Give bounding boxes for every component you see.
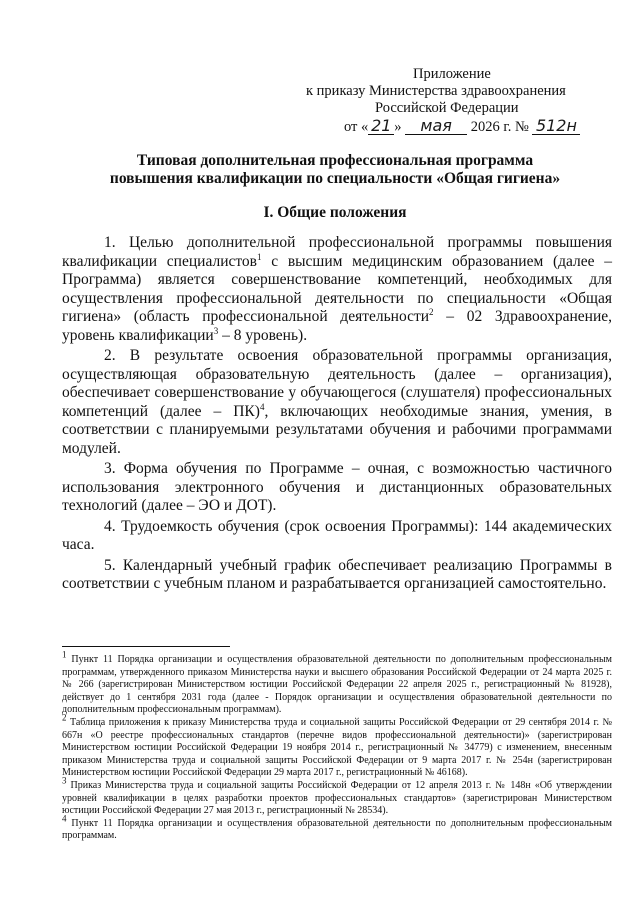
order-date-line (300, 117, 620, 136)
footnote-1 (62, 649, 612, 717)
ministry-country: Российской Федерации (375, 100, 519, 116)
footnote-2-number: 2 (62, 712, 67, 723)
footnote-4 (62, 813, 612, 843)
date-prefix: от « (344, 119, 369, 135)
footnote-ref-4: 4 (259, 401, 265, 412)
paragraph-5: 5. Календарный учебный график обеспечивает реализацию Программы в соответствии с учебным планом и разрабатывается организацией самостоятельно. (62, 556, 612, 592)
p1-text-b: с высшим медицинским образованием (далее – Программа) является совершенствование компетенций, необходимых для осуществления профессиональной деятельности по специальности «Общая гигиена» (область профессиональной деятельности (62, 252, 612, 325)
p2-text-a: 2. В результате освоения образовательной программы организация, осуществляющая образовательную деятельность (далее – организация), обеспечивает совершенствование у обучающегося (слушателя) профессиональных компетенций (далее – ПК) (62, 347, 612, 420)
paragraph-4: 4. Трудоемкость обучения (срок освоения Программы): 144 академических часа. (62, 517, 612, 553)
footnote-ref-1: 1 (257, 251, 262, 262)
order-number: 512н (532, 117, 580, 135)
footnotes (62, 649, 612, 843)
footnote-divider (62, 646, 230, 647)
footnote-4-text: Пункт 11 Порядка организации и осуществления образовательной деятельности по дополнительным профессиональным программам. (62, 817, 612, 842)
program-title-line2: повышения квалификации по специальности «Общая гигиена» (109, 170, 561, 187)
p1-text-c: – 02 Здравоохранение, уровень квалификации (62, 308, 613, 344)
footnote-ref-2: 2 (429, 306, 434, 317)
appendix-label: Приложение (413, 66, 491, 82)
p1-text-a: 1. Целью дополнительной профессиональной программы повышения квалификации специалистов (62, 234, 612, 270)
footnote-3-number: 3 (62, 775, 67, 786)
footnote-3 (62, 775, 612, 818)
date-year: 2026 г. № (470, 119, 529, 135)
footnote-1-number: 1 (62, 649, 67, 660)
p2-text-b: , включающих необходимые знания, умения, в соответствии с планируемыми результатами обучения и рабочими программами модулей. (62, 402, 612, 457)
paragraph-2 (62, 347, 612, 458)
footnote-ref-3: 3 (213, 325, 219, 336)
paragraph-1 (62, 234, 612, 345)
section-heading: I. Общие положения (263, 204, 407, 221)
p1-text-d: – 8 уровень). (218, 326, 308, 344)
footnote-2 (62, 712, 612, 780)
program-title (60, 152, 610, 188)
appendix-header (300, 66, 620, 136)
date-mid: » (394, 119, 402, 135)
order-ref: к приказу Министерства здравоохранения (306, 83, 566, 99)
footnote-3-text: Приказ Министерства труда и социальной защиты Российской Федерации от 12 апреля 2013 г. № 148н «Об утверждении уровней квалификации в целях разработки проектов профессиональных стандартов» (зарегистрирован Министерством юстиции Российской Федерации 27 мая 2013 г., регистрационный № 28534). (62, 779, 612, 817)
date-month: мая (405, 117, 467, 135)
footnote-4-number: 4 (62, 813, 67, 824)
date-day: 21 (368, 117, 394, 135)
footnote-2-text: Таблица приложения к приказу Министерства труда и социальной защиты Российской Федерации от 29 сентября 2014 г. № 667н «О реестре профессиональных стандартов (перечне видов профессиональной деятельности)» (зарегистрирован Министерством юстиции Российской Федерации 19 ноября 2014 г., регистрационный № 34779) с изменением, внесенным приказом Министерства труда и социальной защиты Российской Федерации от 9 марта 2017 г. № 254н (зарегистрирован Министерством юстиции Российской Федерации 29 марта 2017 г., регистрационный № 46168). (62, 716, 612, 779)
document-body (62, 234, 612, 596)
paragraph-3: 3. Форма обучения по Программе – очная, с возможностью частичного использования электронного обучения и дистанционных образовательных технологий (далее – ЭО и ДОТ). (62, 460, 612, 514)
footnote-1-text: Пункт 11 Порядка организации и осуществления образовательной деятельности по дополнительным профессиональным программам, утвержденного приказом Министерства науки и высшего образования Российской Федерации от 24 марта 2025 г. № 266 (зарегистрирован Министерством юстиции Российской Федерации 22 апреля 2025 г., регистрационный № 81928), действует до 1 сентября 2031 года (далее - Порядок организации и осуществления образовательной деятельности по дополнительным профессиональным программам). (62, 654, 612, 716)
program-title-line1: Типовая дополнительная профессиональная программа (136, 152, 534, 169)
